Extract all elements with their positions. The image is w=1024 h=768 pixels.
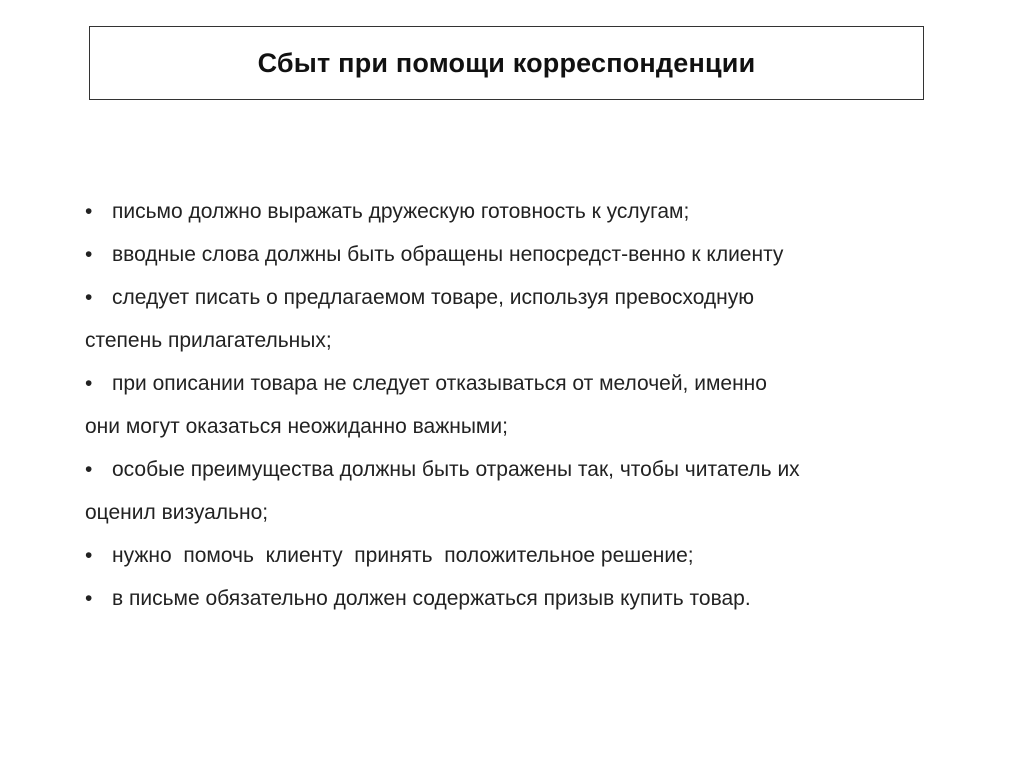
list-item xyxy=(85,233,925,276)
list-item-text: вводные слова должны быть обращены непосредст-венно к клиенту xyxy=(112,243,784,266)
list-item xyxy=(85,362,925,405)
list-item xyxy=(85,577,925,620)
list-item-text: нужно помочь клиенту принять положительное решение; xyxy=(112,544,694,567)
list-item-text: особые преимущества должны быть отражены так, чтобы читатель их xyxy=(112,458,800,481)
list-item xyxy=(85,276,925,319)
title-box xyxy=(89,26,924,100)
list-item-text: письмо должно выражать дружескую готовность к услугам; xyxy=(112,200,690,223)
list-item-text: они могут оказаться неожиданно важными; xyxy=(85,415,508,438)
list-item-continuation xyxy=(85,319,925,362)
bullet-icon: • xyxy=(85,544,93,567)
list-item-continuation xyxy=(85,405,925,448)
bullet-icon: • xyxy=(85,587,93,610)
bullet-list xyxy=(85,190,925,620)
list-item xyxy=(85,534,925,577)
list-item xyxy=(85,190,925,233)
list-item-text: при описании товара не следует отказываться от мелочей, именно xyxy=(112,372,767,395)
list-item xyxy=(85,448,925,491)
list-item-text: следует писать о предлагаемом товаре, используя превосходную xyxy=(112,286,755,309)
bullet-icon: • xyxy=(85,286,93,309)
bullet-icon: • xyxy=(85,372,93,395)
bullet-icon: • xyxy=(85,200,93,223)
list-item-text: в письме обязательно должен содержаться призыв купить товар. xyxy=(112,587,751,610)
list-item-continuation xyxy=(85,491,925,534)
bullet-icon: • xyxy=(85,458,93,481)
bullet-icon: • xyxy=(85,243,93,266)
slide-title: Сбыт при помощи корреспонденции xyxy=(257,47,756,78)
list-item-text: оценил визуально; xyxy=(85,501,269,524)
list-item-text: степень прилагательных; xyxy=(85,329,332,352)
